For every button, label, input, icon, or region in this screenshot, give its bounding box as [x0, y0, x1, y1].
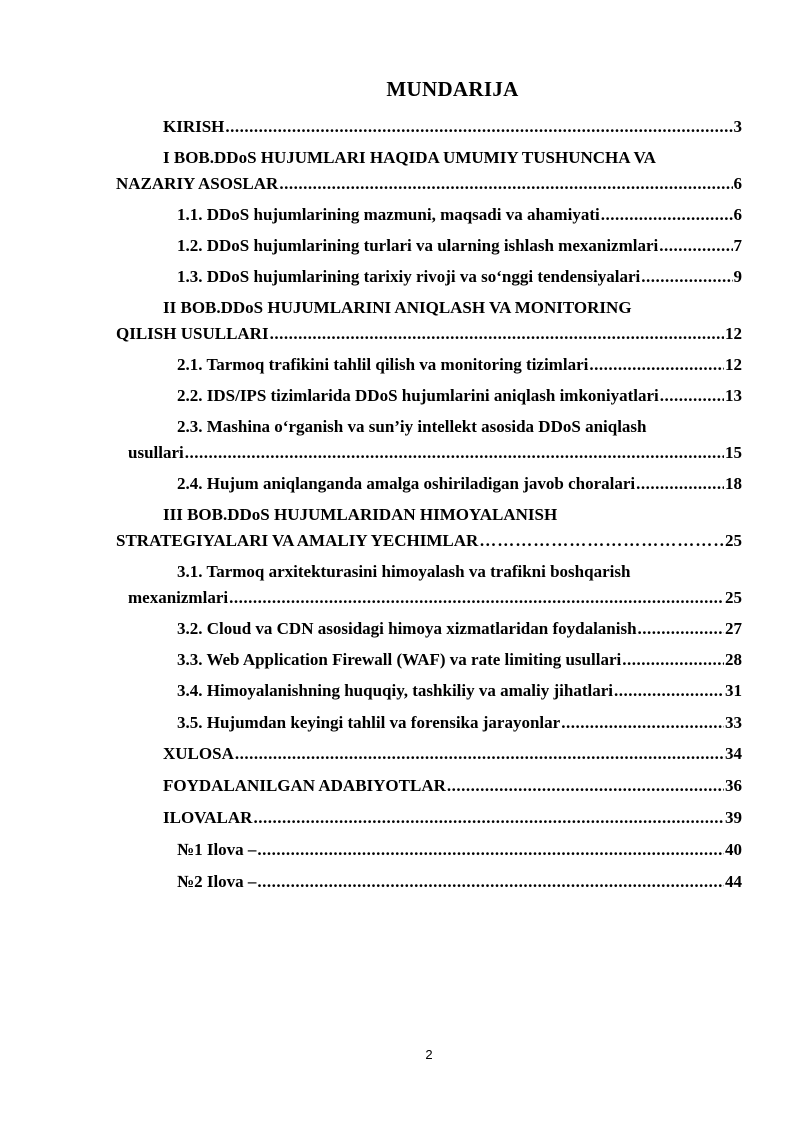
dot-leader — [479, 531, 724, 551]
toc-entry-page: 28 — [725, 650, 742, 669]
toc-entry-ilova-2[interactable] — [177, 872, 742, 892]
toc-entry-chapter-3[interactable] — [116, 531, 742, 551]
toc-entry-page: 39 — [725, 808, 742, 827]
toc-entry-3-2[interactable] — [177, 619, 742, 639]
toc-entry-label: 1.3. DDoS hujumlarining tarixiy rivoji va so‘nggi tendensiyalari — [177, 267, 641, 286]
toc-entry-label: XULOSA — [163, 744, 234, 763]
toc-entry-page: 18 — [725, 474, 742, 493]
toc-entry-label: 3.3. Web Application Firewall (WAF) va rate limiting usullari — [177, 650, 622, 669]
toc-entry-label: №1 Ilova – — [177, 840, 257, 859]
toc-entry-page: 15 — [725, 443, 742, 462]
toc-entry-page: 6 — [733, 205, 742, 224]
dot-leader — [235, 744, 724, 764]
toc-entry-label: 1.1. DDoS hujumlarining mazmuni, maqsadi va ahamiyati — [177, 205, 600, 224]
dot-leader — [270, 324, 724, 344]
toc-entry-chapter-1[interactable] — [116, 174, 742, 194]
toc-entry-chapter-2[interactable] — [116, 324, 742, 344]
toc-entry-adabiyotlar[interactable] — [163, 776, 742, 796]
toc-entry-label: mexanizmlari — [128, 588, 229, 607]
dot-leader — [601, 205, 733, 225]
toc-entry-line1: I BOB.DDoS HUJUMLARI HAQIDA UMUMIY TUSHUNCHA VA — [163, 148, 656, 167]
toc-entry-kirish[interactable] — [163, 117, 742, 137]
dot-leader — [229, 588, 724, 608]
toc-entry-page: 40 — [725, 840, 742, 859]
dot-leader — [257, 872, 724, 892]
dot-leader — [279, 174, 732, 194]
toc-entry-line1: II BOB.DDoS HUJUMLARINI ANIQLASH VA MONITORING — [163, 298, 632, 317]
toc-entry-label: ILOVALAR — [163, 808, 253, 827]
toc-entry-page: 34 — [725, 744, 742, 763]
page-title: MUNDARIJA — [386, 77, 519, 101]
toc-entry-3-4[interactable] — [177, 681, 742, 701]
toc-entry-label: 3.2. Cloud va CDN asosidagi himoya xizmatlaridan foydalanish — [177, 619, 637, 638]
toc-entry-page: 7 — [733, 236, 742, 255]
dot-leader — [622, 650, 724, 670]
toc-entry-label: 3.4. Himoyalanishning huquqiy, tashkiliy va amaliy jihatlari — [177, 681, 613, 700]
toc-entry-page: 6 — [733, 174, 742, 193]
toc-entry-page: 3 — [733, 117, 742, 136]
toc-entry-page: 12 — [725, 324, 742, 343]
toc-entry-xulosa[interactable] — [163, 744, 742, 764]
dot-leader — [638, 619, 724, 639]
toc-entry-page: 13 — [725, 386, 742, 405]
toc-entry-label: 2.2. IDS/IPS tizimlarida DDoS hujumlarini aniqlash imkoniyatlari — [177, 386, 659, 405]
toc-entry-1-2[interactable] — [177, 236, 742, 256]
dot-leader — [641, 267, 732, 287]
toc-entry-label: 3.5. Hujumdan keyingi tahlil va forensika jarayonlar — [177, 713, 561, 732]
toc-entry-label: 2.4. Hujum aniqlanganda amalga oshiriladigan javob choralari — [177, 474, 636, 493]
toc-entry-ilova-1[interactable] — [177, 840, 742, 860]
toc-entry-label: STRATEGIYALARI VA AMALIY YECHIMLAR — [116, 531, 479, 550]
toc-entry-2-4[interactable] — [177, 474, 742, 494]
toc-entry-label: FOYDALANILGAN ADABIYOTLAR — [163, 776, 446, 795]
dot-leader — [225, 117, 732, 137]
toc-entry-ilovalar[interactable] — [163, 808, 742, 828]
dot-leader — [614, 681, 724, 701]
dot-leader — [257, 840, 724, 860]
toc-entry-page: 27 — [725, 619, 742, 638]
toc-entry-page: 31 — [725, 681, 742, 700]
toc-entry-label: usullari — [128, 443, 184, 462]
toc-entry-label: 2.1. Tarmoq trafikini tahlil qilish va monitoring tizimlari — [177, 355, 589, 374]
dot-leader — [447, 776, 724, 796]
toc-entry-line1: III BOB.DDoS HUJUMLARIDAN HIMOYALANISH — [163, 505, 558, 524]
toc-entry-2-3[interactable] — [128, 443, 742, 463]
toc-entry-page: 25 — [725, 588, 742, 607]
toc-entry-label: №2 Ilova – — [177, 872, 257, 891]
toc-entry-page: 33 — [725, 713, 742, 732]
dot-leader — [185, 443, 724, 463]
toc-entry-label: QILISH USULLARI — [116, 324, 269, 343]
toc-entry-line1: 3.1. Tarmoq arxitekturasini himoyalash va trafikni boshqarish — [177, 562, 631, 581]
toc-entry-2-1[interactable] — [177, 355, 742, 375]
toc-entry-1-1[interactable] — [177, 205, 742, 225]
toc-entry-page: 25 — [725, 531, 742, 550]
toc-entry-label: 1.2. DDoS hujumlarining turlari va ularning ishlash mexanizmlari — [177, 236, 659, 255]
toc-entry-1-3[interactable] — [177, 267, 742, 287]
page-number: 2 — [425, 1047, 433, 1062]
toc-entry-page: 36 — [725, 776, 742, 795]
dot-leader — [561, 713, 724, 733]
toc-entry-3-1[interactable] — [128, 588, 742, 608]
toc-entry-2-2[interactable] — [177, 386, 742, 406]
dot-leader — [659, 236, 732, 256]
dot-leader — [253, 808, 724, 828]
toc-entry-3-5[interactable] — [177, 713, 742, 733]
toc-entry-page: 44 — [725, 872, 742, 891]
toc-entry-3-3[interactable] — [177, 650, 742, 670]
toc-entry-label: KIRISH — [163, 117, 225, 136]
toc-entry-line1: 2.3. Mashina o‘rganish va sun’iy intellekt asosida DDoS aniqlash — [177, 417, 647, 436]
dot-leader — [636, 474, 724, 494]
dot-leader — [660, 386, 724, 406]
toc-entry-page: 12 — [725, 355, 742, 374]
toc-entry-label: NAZARIY ASOSLAR — [116, 174, 279, 193]
toc-entry-page: 9 — [733, 267, 742, 286]
dot-leader — [589, 355, 724, 375]
